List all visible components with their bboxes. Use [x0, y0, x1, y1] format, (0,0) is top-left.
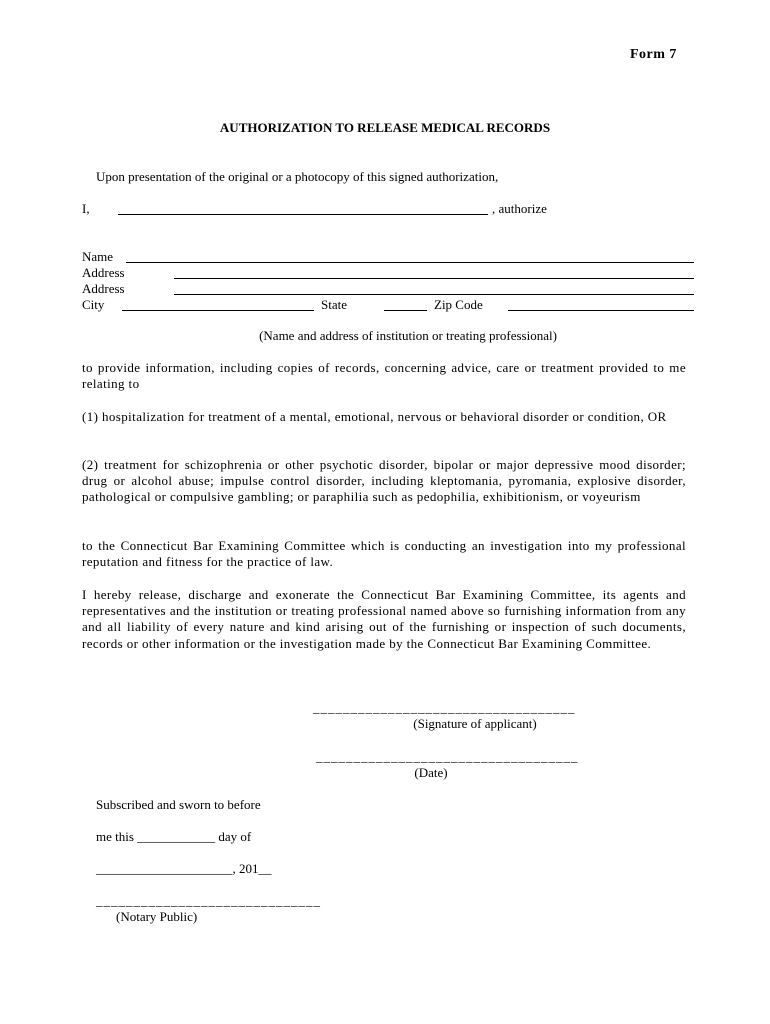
item1-paragraph: (1) hospitalization for treatment of a mental, emotional, nervous or behavioral disorder or condition, OR: [82, 409, 667, 424]
notary-label: (Notary Public): [116, 909, 198, 924]
zip-label: Zip Code: [434, 297, 483, 312]
address1-label: Address: [82, 265, 125, 280]
state-line[interactable]: [384, 310, 427, 311]
city-line[interactable]: [122, 310, 314, 311]
authorize-text: , authorize: [492, 201, 547, 216]
notary-year-line[interactable]: _____________________, 201__: [96, 861, 272, 876]
page-title: AUTHORIZATION TO RELEASE MEDICAL RECORDS: [219, 120, 551, 135]
name-line[interactable]: [126, 262, 694, 263]
provide-paragraph: to provide information, including copies of records, concerning advice, care or treatment provided to me relating to: [82, 360, 686, 392]
notary-signature-line[interactable]: ______________________________: [96, 893, 321, 908]
intro-text: Upon presentation of the original or a photocopy of this signed authorization,: [96, 169, 499, 184]
zip-line[interactable]: [508, 310, 694, 311]
applicant-name-line[interactable]: [118, 214, 488, 215]
name-label: Name: [82, 249, 114, 264]
address1-line[interactable]: [174, 278, 694, 279]
address2-line[interactable]: [174, 294, 694, 295]
signature-label: (Signature of applicant): [413, 716, 537, 731]
address2-label: Address: [82, 281, 125, 296]
release-paragraph: I hereby release, discharge and exonerate the Connecticut Bar Examining Committee, its agents and representatives and the institution or treating professional named above so furnishing information from any and all liability of every nature and kind arising out of the furnishing or inspection of such documents, records or other information or the investigation made by the Connecticut Bar Examining Committee.: [82, 587, 686, 651]
state-label: State: [321, 297, 347, 312]
date-line[interactable]: ___________________________________: [316, 749, 579, 764]
signature-line[interactable]: ___________________________________: [313, 700, 576, 715]
notary-subscribed: Subscribed and sworn to before: [96, 797, 261, 812]
date-label: (Date): [414, 765, 448, 780]
form-number: Form 7: [630, 47, 677, 62]
item2-paragraph: (2) treatment for schizophrenia or other psychotic disorder, bipolar or major depressive mood disorder; drug or alcohol abuse; impulse control disorder, including kleptomania, pyromania, explosive disorder, pathological or compulsive gambling; or paraphilia such as pedophilia, exhibitionism, or voyeurism: [82, 457, 686, 505]
notary-me-this[interactable]: me this ____________ day of: [96, 829, 252, 844]
city-label: City: [82, 297, 105, 312]
i-prefix: I,: [82, 201, 90, 216]
institution-note: (Name and address of institution or treating professional): [259, 328, 557, 343]
committee-paragraph: to the Connecticut Bar Examining Committee which is conducting an investigation into my professional reputation and fitness for the practice of law.: [82, 538, 686, 570]
